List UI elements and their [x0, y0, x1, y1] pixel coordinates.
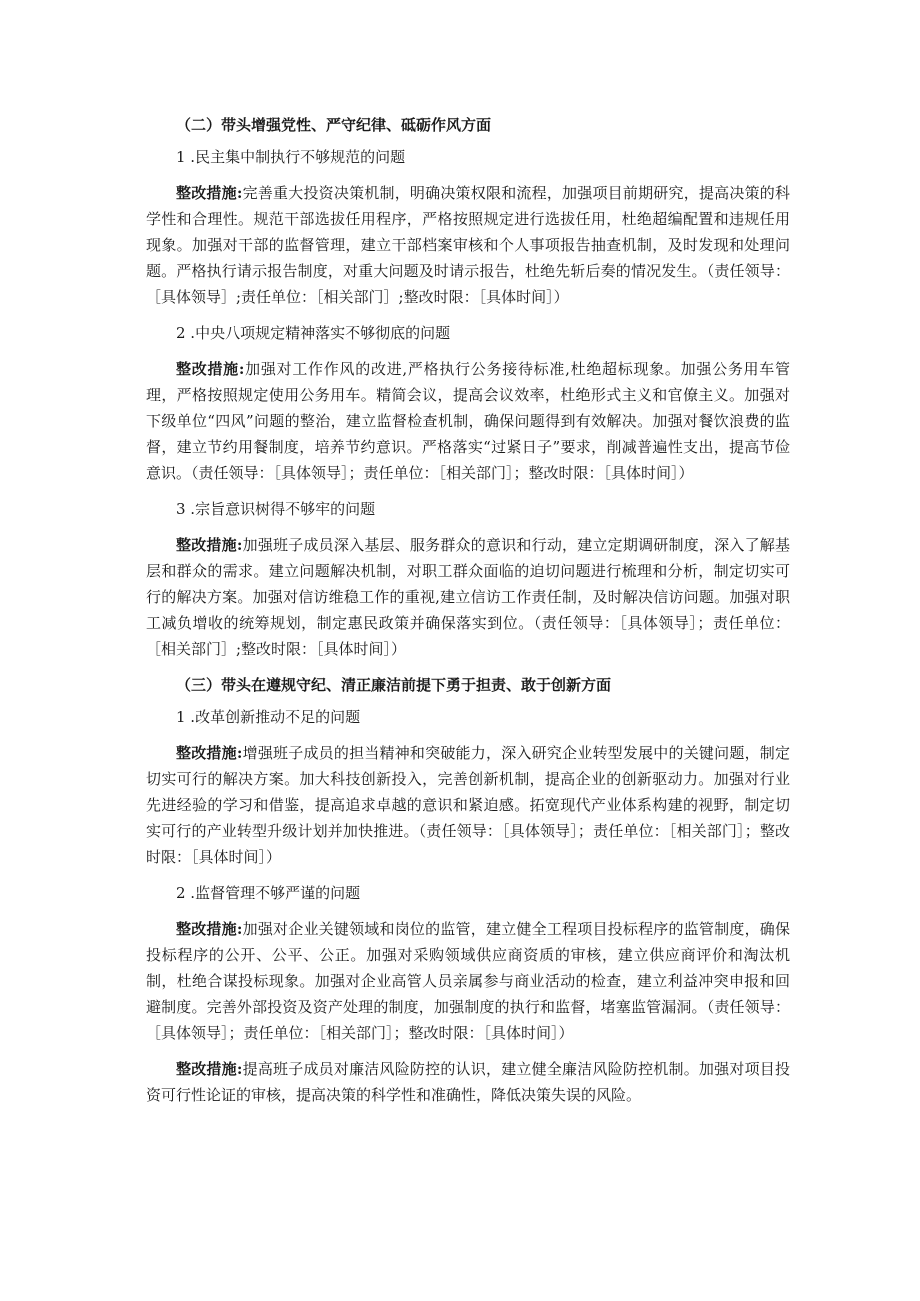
measure-paragraph: [146, 532, 790, 662]
item-title: 1 .改革创新推动不足的问题: [176, 708, 361, 726]
measure-label: 整改措施:: [176, 360, 245, 378]
measure-label: 整改措施:: [176, 1060, 243, 1078]
item-title: 2 .监督管理不够严谨的问题: [176, 884, 361, 902]
document-page: [146, 104, 790, 1118]
measure-text: 加强对企业关键领域和岗位的监管，建立健全工程项目投标程序的监管制度，确保投标程序的公开、公平、公正。加强对采购领域供应商资质的审核，建立供应商评价和淘汰机制，杜绝合谋投标现象。加强对企业高管人员亲属参与商业活动的检查，建立利益冲突申报和回避制度。完善外部投资及资产处理的制度，加强制度的执行和监督，堵塞监管漏洞。（责任领导：［具体领导］；责任单位：［相关部门］；整改时限：［具体时间］）: [146, 920, 790, 1042]
measure-paragraph: [146, 356, 790, 486]
item-title: 1 .民主集中制执行不够规范的问题: [176, 148, 406, 166]
measure-label: 整改措施:: [176, 744, 243, 762]
item-title: 3 .宗旨意识树得不够牢的问题: [176, 500, 376, 518]
measure-text: 加强班子成员深入基层、服务群众的意识和行动，建立定期调研制度，深入了解基层和群众的需求。建立问题解决机制，对职工群众面临的迫切问题进行梳理和分析，制定切实可行的解决方案。加强对信访维稳工作的重视,建立信访工作责任制，及时解决信访问题。加强对职工减负增收的统筹规划，制定惠民政策并确保落实到位。（责任领导：［具体领导］；责任单位：［相关部门］;整改时限：［具体时间］）: [146, 536, 790, 658]
measure-paragraph: [146, 740, 790, 870]
measure-label: 整改措施:: [176, 536, 243, 554]
measure-label: 整改措施:: [176, 184, 243, 202]
measure-text: 完善重大投资决策机制，明确决策权限和流程，加强项目前期研究，提高决策的科学性和合理性。规范干部选拔任用程序，严格按照规定进行选拔任用，杜绝超编配置和违规任用现象。加强对干部的监督管理，建立干部档案审核和个人事项报告抽查机制，及时发现和处理问题。严格执行请示报告制度，对重大问题及时请示报告，杜绝先斩后奏的情况发生。（责任领导：［具体领导］;责任单位：［相关部门］;整改时限：［具体时间］）: [146, 184, 790, 306]
section-heading: （二）带头增强党性、严守纪律、砥砺作风方面: [176, 116, 492, 134]
measure-label: 整改措施:: [176, 920, 243, 938]
measure-text: 增强班子成员的担当精神和突破能力，深入研究企业转型发展中的关键问题，制定切实可行的解决方案。加大科技创新投入，完善创新机制，提高企业的创新驱动力。加强对行业先进经验的学习和借鉴，提高追求卓越的意识和紧迫感。拓宽现代产业体系构建的视野，制定切实可行的产业转型升级计划并加快推进。（责任领导：［具体领导］；责任单位：［相关部门］；整改时限：［具体时间］）: [146, 744, 790, 866]
measure-text: 加强对工作作风的改进,严格执行公务接待标准,杜绝超标现象。加强公务用车管理，严格按照规定使用公务用车。精简会议，提高会议效率，杜绝形式主义和官僚主义。加强对下级单位“四风”问题的整治，建立监督检查机制，确保问题得到有效解决。加强对餐饮浪费的监督，建立节约用餐制度，培养节约意识。严格落实“过紧日子”要求，削减普遍性支出，提高节俭意识。（责任领导：［具体领导］；责任单位：［相关部门］；整改时限：［具体时间］）: [146, 360, 790, 482]
item-title: 2 .中央八项规定精神落实不够彻底的问题: [176, 324, 451, 342]
measure-text: 提高班子成员对廉洁风险防控的认识，建立健全廉洁风险防控机制。加强对项目投资可行性论证的审核，提高决策的科学性和准确性，降低决策失误的风险。: [146, 1060, 790, 1104]
measure-paragraph: [146, 1056, 790, 1108]
measure-paragraph: [146, 916, 790, 1046]
section-heading: （三）带头在遵规守纪、清正廉洁前提下勇于担责、敢于创新方面: [176, 676, 612, 694]
measure-paragraph: [146, 180, 790, 310]
